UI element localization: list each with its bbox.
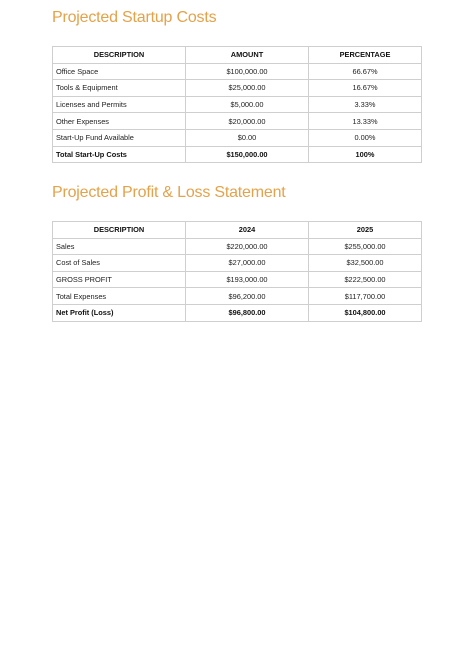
row-description: Cost of Sales (53, 255, 186, 272)
row-amount: $100,000.00 (186, 63, 309, 80)
row-amount: $5,000.00 (186, 96, 309, 113)
column-header-description: DESCRIPTION (53, 47, 186, 64)
column-header-percentage: PERCENTAGE (309, 47, 422, 64)
column-header-description: DESCRIPTION (53, 222, 186, 239)
row-2024-value: $193,000.00 (186, 271, 309, 288)
table-row (53, 288, 422, 305)
row-2025-value: $255,000.00 (309, 238, 422, 255)
row-description: Office Space (53, 63, 186, 80)
total-row (53, 146, 422, 163)
row-description: Sales (53, 238, 186, 255)
table-row (53, 238, 422, 255)
column-header-2025: 2025 (309, 222, 422, 239)
profit-loss-table (52, 221, 422, 322)
total-row (53, 304, 422, 321)
row-percentage: 66.67% (309, 63, 422, 80)
table-header-row (53, 47, 422, 64)
row-percentage: 16.67% (309, 80, 422, 97)
row-description: Tools & Equipment (53, 80, 186, 97)
startup-costs-table (52, 46, 422, 163)
row-description: Total Expenses (53, 288, 186, 305)
row-amount: $20,000.00 (186, 113, 309, 130)
total-description: Net Profit (Loss) (53, 304, 186, 321)
total-percentage: 100% (309, 146, 422, 163)
table-row (53, 271, 422, 288)
row-description: Start-Up Fund Available (53, 129, 186, 146)
profit-loss-title: Projected Profit & Loss Statement (52, 184, 286, 201)
row-description: GROSS PROFIT (53, 271, 186, 288)
row-2025-value: $32,500.00 (309, 255, 422, 272)
row-percentage: 13.33% (309, 113, 422, 130)
row-description: Other Expenses (53, 113, 186, 130)
total-amount: $150,000.00 (186, 146, 309, 163)
column-header-2024: 2024 (186, 222, 309, 239)
table-row (53, 129, 422, 146)
table-row (53, 113, 422, 130)
total-description: Total Start-Up Costs (53, 146, 186, 163)
row-percentage: 0.00% (309, 129, 422, 146)
table-row (53, 255, 422, 272)
table-header-row (53, 222, 422, 239)
row-percentage: 3.33% (309, 96, 422, 113)
row-description: Licenses and Permits (53, 96, 186, 113)
row-amount: $25,000.00 (186, 80, 309, 97)
table-row (53, 96, 422, 113)
row-2024-value: $220,000.00 (186, 238, 309, 255)
total-2025-value: $104,800.00 (309, 304, 422, 321)
row-2025-value: $117,700.00 (309, 288, 422, 305)
row-2024-value: $96,200.00 (186, 288, 309, 305)
total-2024-value: $96,800.00 (186, 304, 309, 321)
column-header-amount: AMOUNT (186, 47, 309, 64)
table-row (53, 63, 422, 80)
row-2025-value: $222,500.00 (309, 271, 422, 288)
table-row (53, 80, 422, 97)
startup-costs-title: Projected Startup Costs (52, 9, 217, 26)
row-amount: $0.00 (186, 129, 309, 146)
row-2024-value: $27,000.00 (186, 255, 309, 272)
